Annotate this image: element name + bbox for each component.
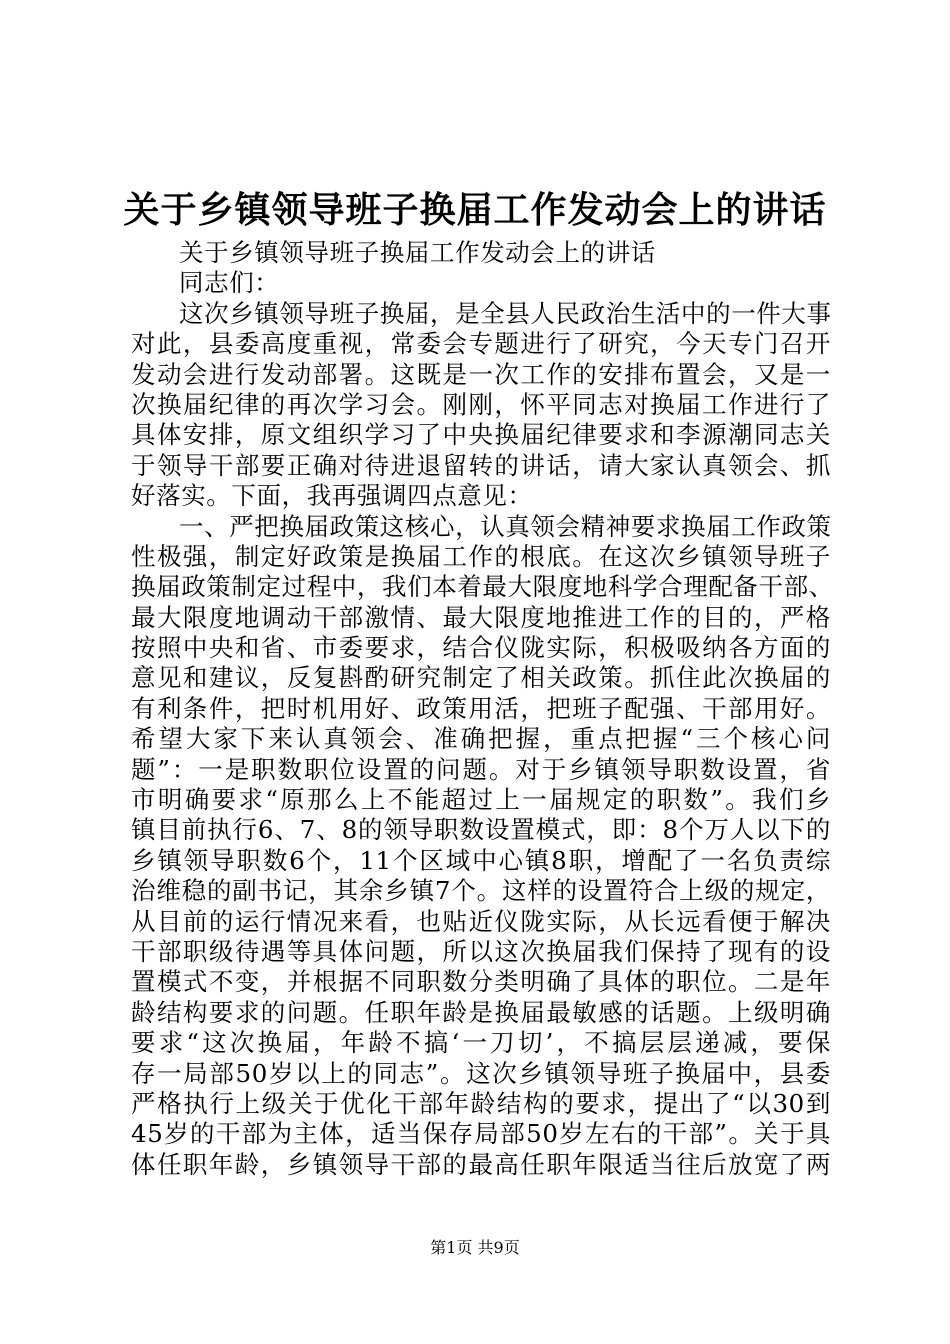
body-line: 干部职级待遇等具体问题，所以这次换届我们保持了现有的设 <box>131 936 831 966</box>
body-line: 具体安排，原文组织学习了中央换届纪律要求和李源潮同志关 <box>131 420 831 450</box>
body-line: 希望大家下来认真领会、准确把握，重点把握“三个核心问 <box>131 724 831 754</box>
body-line: 要求“这次换届，年龄不搞‘一刀切’，不搞层层递减，要保 <box>131 1028 831 1058</box>
body-line: 一、严把换届政策这核心，认真领会精神要求换届工作政策 <box>179 511 832 541</box>
body-line: 市明确要求“原那么上不能超过上一届规定的职数”。我们乡 <box>131 785 831 815</box>
body-line: 次换届纪律的再次学习会。刚刚，怀平同志对换届工作进行了 <box>131 389 831 419</box>
body-line: 好落实。下面，我再强调四点意见： <box>131 481 533 511</box>
body-line: 严格执行上级关于优化干部年龄结构的要求，提出了“以30到 <box>131 1088 831 1118</box>
body-line: 于领导干部要正确对待进退留转的讲话，请大家认真领会、抓 <box>131 450 831 480</box>
body-line: 同志们： <box>179 268 280 298</box>
body-line: 按照中央和省、市委要求，结合仪陇实际，积极吸纳各方面的 <box>131 633 831 663</box>
body-line: 性极强，制定好政策是换届工作的根底。在这次乡镇领导班子 <box>131 541 831 571</box>
body-line: 体任职年龄，乡镇领导干部的最高任职年限适当往后放宽了两 <box>131 1149 831 1179</box>
body-line: 换届政策制定过程中，我们本着最大限度地科学合理配备干部、 <box>131 572 834 602</box>
body-line: 有利条件，把时机用好、政策用活，把班子配强、干部用好。 <box>131 693 831 723</box>
body-line: 从目前的运行情况来看，也贴近仪陇实际，从长远看便于解决 <box>131 906 831 936</box>
body-line: 镇目前执行6、7、8的领导职数设置模式，即：8个万人以下的 <box>131 815 831 845</box>
body-line: 对此，县委高度重视，常委会专题进行了研究，今天专门召开 <box>131 329 831 359</box>
body-line: 治维稳的副书记，其余乡镇7个。这样的设置符合上级的规定， <box>131 876 831 906</box>
body-line: 龄结构要求的问题。任职年龄是换届最敏感的话题。上级明确 <box>131 997 831 1027</box>
body-line: 存一局部50岁以上的同志”。这次乡镇领导班子换届中，县委 <box>131 1058 831 1088</box>
body-line: 置模式不变，并根据不同职数分类明确了具体的职位。二是年 <box>131 967 831 997</box>
body-line: 乡镇领导职数6个，11个区域中心镇8职，增配了一名负责综 <box>131 845 831 875</box>
body-line: 发动会进行发动部署。这既是一次工作的安排布置会，又是一 <box>131 359 831 389</box>
document-body <box>131 238 834 1180</box>
body-line: 这次乡镇领导班子换届，是全县人民政治生活中的一件大事 <box>179 298 832 328</box>
document-title: 关于乡镇领导班子换届工作发动会上的讲话 <box>123 189 827 231</box>
body-line: 45岁的干部为主体，适当保存局部50岁左右的干部”。关于具 <box>131 1119 831 1149</box>
body-line: 关于乡镇领导班子换届工作发动会上的讲话 <box>179 238 656 267</box>
body-line: 意见和建议，反复斟酌研究制定了相关政策。抓住此次换届的 <box>131 663 831 693</box>
body-line: 题”：一是职数职位设置的问题。对于乡镇领导职数设置，省 <box>131 754 831 784</box>
body-line: 最大限度地调动干部激情、最大限度地推进工作的目的，严格 <box>131 602 831 632</box>
page-footer: 第1页 共9页 <box>430 1238 520 1257</box>
